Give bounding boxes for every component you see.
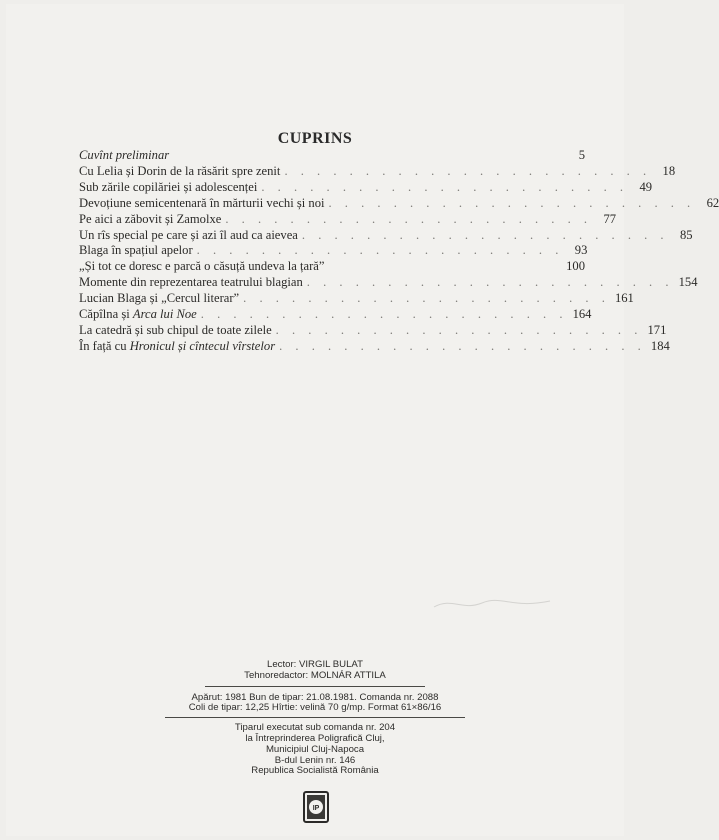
toc-entry-title: La catedră și sub chipul de toate zilele [79, 322, 272, 337]
toc-page-number: 100 [566, 259, 585, 274]
toc-page-number: 77 [603, 211, 617, 226]
toc-leader-dots: . . . . . . . . . . . . . . . . . . . . . . . [196, 243, 564, 258]
toc-entry-title: Cuvînt preliminar [79, 148, 170, 162]
toc-entry [79, 259, 585, 275]
toc-entry [79, 307, 592, 323]
toc-entry-title: Căpîlna și Arca lui Noe [79, 307, 197, 322]
printer-line: B-dul Lenin nr. 146 [274, 754, 356, 766]
toc-page-number: 164 [572, 307, 592, 322]
toc-entry [79, 211, 617, 228]
printer-line: Republica Socialistă România [251, 765, 379, 777]
toc-entry [79, 148, 585, 164]
tehnoredactor-line: Tehnoredactor: MOLNÁR ATTILA [244, 669, 386, 681]
lector-line: Lector: VIRGIL BULAT [267, 659, 363, 670]
toc-leader-dots: . . . . . . . . . . . . . . . . . . . . . . . [261, 179, 629, 194]
toc-page-number: 49 [639, 179, 653, 194]
toc-leader-dots: . . . . . . . . . . . . . . . . . . . . . . . [200, 307, 568, 322]
toc-entry [79, 322, 667, 339]
page-title: CUPRINS [277, 130, 353, 147]
toc-entry-title: În față cu Hronicul și cîntecul vîrstelor [79, 338, 276, 353]
printer-line: Municipiul Cluj-Napoca [265, 743, 365, 755]
toc-entry [79, 291, 634, 307]
toc-leader-dots: . . . . . . . . . . . . . . . . . . . . . . . [328, 195, 696, 210]
toc-page-number: 5 [578, 148, 585, 162]
toc-entry-title: Blaga în spațiul apelor [79, 243, 193, 258]
toc-entry-title: Momente din reprezentarea teatrului blagian [79, 275, 303, 290]
toc-leader-dots: . . . . . . . . . . . . . . . . . . . . . . . [279, 338, 646, 353]
toc-leader-dots: . . . . . . . . . . . . . . . . . . . . . . . [301, 227, 669, 242]
toc-entry [79, 163, 676, 180]
svg-text:IP: IP [312, 805, 320, 812]
toc-leader-dots: . . . . . . . . . . . . . . . . . . . . . . . [306, 275, 674, 290]
toc-entry [79, 195, 719, 212]
toc-entry-title: Devoțiune semicentenară în mărturii vechi și noi [79, 195, 325, 210]
toc-page-number: 171 [647, 322, 667, 337]
toc-entry-title: Lucian Blaga și „Cercul literar” [79, 291, 240, 306]
toc-page-number: 93 [574, 243, 588, 258]
toc-entry-title: Pe aici a zăbovit și Zamolxe [79, 211, 222, 226]
toc-leader-dots: . . . . . . . . . . . . . . . . . . . . . . . [275, 322, 643, 337]
toc-page-number: 85 [679, 227, 693, 242]
divider [205, 686, 425, 687]
toc-leader-dots: . . . . . . . . . . . . . . . . . . . . . . . [284, 163, 652, 178]
toc-entry [79, 243, 588, 259]
colophon [0, 660, 630, 780]
toc-page-number: 154 [678, 275, 698, 290]
table-of-contents [79, 148, 719, 355]
toc-entry-title: Cu Lelia și Dorin de la răsărit spre zenit [79, 163, 281, 178]
toc-leader-dots: . . . . . . . . . . . . . . . . . . . . . . . [243, 291, 610, 306]
printer-line: Tiparul executat sub comanda nr. 204 [234, 722, 396, 734]
toc-page-number: 161 [614, 291, 634, 306]
aparut-line: Apărut: 1981 Bun de tipar: 21.08.1981. Comanda nr. 2088 [191, 691, 439, 703]
toc-entry [79, 338, 670, 355]
toc-entry-title: Sub zările copilăriei și adolescenței [79, 179, 258, 194]
toc-page-number: 62 [706, 195, 719, 210]
toc-entry [79, 275, 698, 291]
publisher-logo-icon [301, 790, 331, 824]
toc-entry [79, 179, 653, 196]
toc-page-number: 184 [650, 338, 670, 353]
toc-entry [79, 227, 693, 244]
toc-entry-title: „Și tot ce doresc e parcă o căsuță undeva la țară” [79, 259, 325, 274]
toc-entry-title: Un rîs special pe care și azi îl aud ca aievea [79, 227, 298, 242]
toc-page-number: 18 [662, 163, 676, 178]
toc-leader-dots: . . . . . . . . . . . . . . . . . . . . . . . [225, 211, 593, 226]
faint-handwriting-mark [432, 595, 552, 613]
coli-line: Coli de tipar: 12,25 Hîrtie: velină 70 g/mp. Format 61×86/16 [188, 702, 442, 714]
printer-line: la Întreprinderea Poligrafică Cluj, [245, 732, 385, 744]
divider [165, 717, 465, 718]
